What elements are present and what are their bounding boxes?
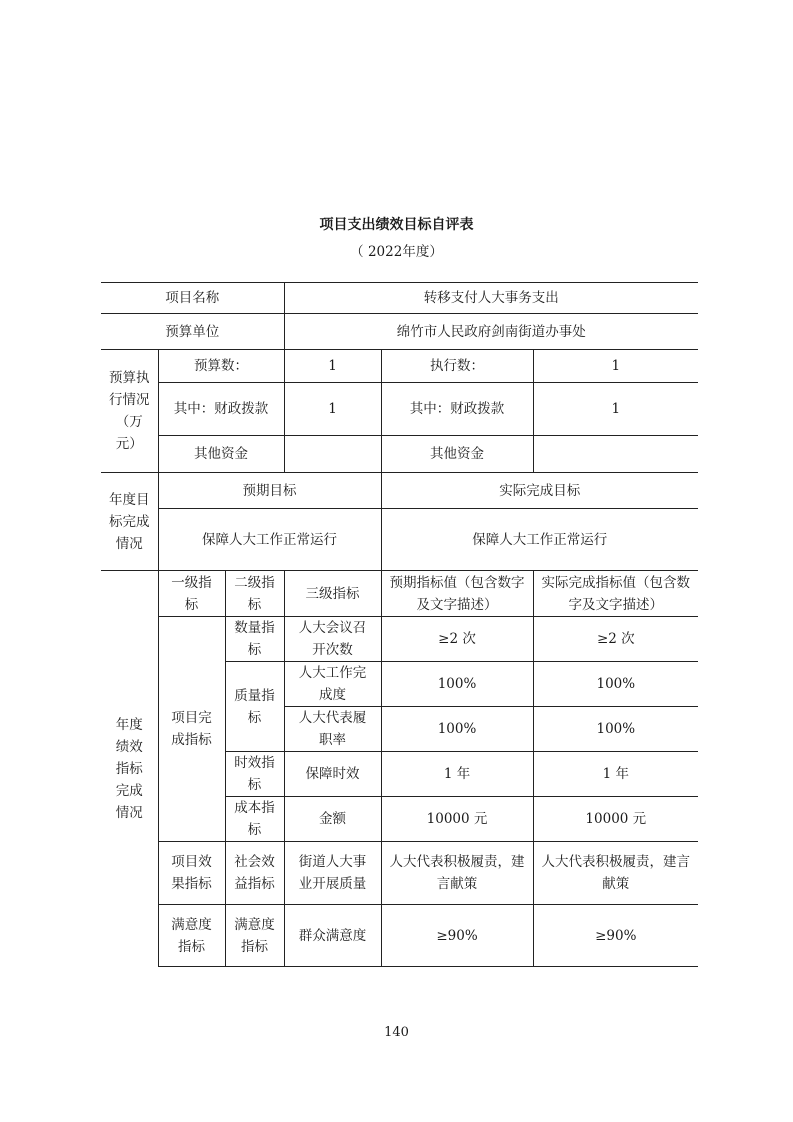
- fiscal-value-2: 1: [533, 383, 698, 436]
- row-expected: 人大代表积极履责，建言献策: [381, 842, 533, 905]
- header-level3: 三级指标: [284, 571, 381, 617]
- indicator-section-label: 年度绩效指标完成情况: [101, 571, 158, 967]
- row-actual: 人大代表积极履责，建言献策: [533, 842, 698, 905]
- expected-goal-text: 保障人大工作正常运行: [158, 509, 381, 571]
- row-level3: 人大会议召开次数: [284, 617, 381, 662]
- row-expected: 10000 元: [381, 797, 533, 842]
- header-level1: 一级指标: [158, 571, 225, 617]
- annual-goal-label: 年度目标完成情况: [101, 473, 158, 571]
- row-level3: 人大工作完成度: [284, 662, 381, 707]
- page-subtitle: （ 2022年度）: [350, 244, 443, 260]
- header-actual: 实际完成指标值（包含数字及文字描述）: [533, 571, 698, 617]
- group-satisfaction: 满意度指标: [158, 905, 225, 967]
- other-funds-label-2: 其他资金: [381, 436, 533, 473]
- other-funds-value-2: [533, 436, 698, 473]
- row-actual: ≥2 次: [533, 617, 698, 662]
- project-name-label: 项目名称: [101, 283, 284, 314]
- page-number: 140: [384, 1025, 409, 1040]
- row-level2: 社会效益指标: [225, 842, 284, 905]
- budget-unit-label: 预算单位: [101, 314, 284, 350]
- executed-label: 执行数：: [381, 350, 533, 383]
- row-level3: 人大代表履职率: [284, 707, 381, 752]
- group-output: 项目完成指标: [158, 617, 225, 842]
- fiscal-label-1: 其中：财政拨款: [158, 383, 284, 436]
- executed-value: 1: [533, 350, 698, 383]
- page-title: 项目支出绩效目标自评表: [319, 217, 474, 233]
- actual-goal-text: 保障人大工作正常运行: [381, 509, 698, 571]
- budget-amount-label: 预算数：: [158, 350, 284, 383]
- expected-goal-header: 预期目标: [158, 473, 381, 509]
- row-actual: 1 年: [533, 752, 698, 797]
- header-expected: 预期指标值（包含数字及文字描述）: [381, 571, 533, 617]
- row-level3: 金额: [284, 797, 381, 842]
- fiscal-value-1: 1: [284, 383, 381, 436]
- performance-table: [101, 282, 698, 967]
- row-actual: 100%: [533, 707, 698, 752]
- actual-goal-header: 实际完成目标: [381, 473, 698, 509]
- row-expected: 100%: [381, 662, 533, 707]
- group-effect: 项目效果指标: [158, 842, 225, 905]
- row-level2: 成本指标: [225, 797, 284, 842]
- project-name-value: 转移支付人大事务支出: [284, 283, 698, 314]
- row-expected: 1 年: [381, 752, 533, 797]
- other-funds-value-1: [284, 436, 381, 473]
- row-actual: ≥90%: [533, 905, 698, 967]
- row-level2: 质量指标: [225, 662, 284, 752]
- fiscal-label-2: 其中：财政拨款: [381, 383, 533, 436]
- row-actual: 10000 元: [533, 797, 698, 842]
- row-level3: 保障时效: [284, 752, 381, 797]
- row-level2: 满意度指标: [225, 905, 284, 967]
- row-expected: ≥90%: [381, 905, 533, 967]
- header-level2: 二级指标: [225, 571, 284, 617]
- row-actual: 100%: [533, 662, 698, 707]
- row-level3: 群众满意度: [284, 905, 381, 967]
- row-expected: ≥2 次: [381, 617, 533, 662]
- row-level2: 数量指标: [225, 617, 284, 662]
- budget-amount-value: 1: [284, 350, 381, 383]
- other-funds-label-1: 其他资金: [158, 436, 284, 473]
- row-level2: 时效指标: [225, 752, 284, 797]
- budget-section-label: 预算执行情况（万元）: [101, 350, 158, 473]
- budget-unit-value: 绵竹市人民政府剑南街道办事处: [284, 314, 698, 350]
- row-expected: 100%: [381, 707, 533, 752]
- row-level3: 街道人大事业开展质量: [284, 842, 381, 905]
